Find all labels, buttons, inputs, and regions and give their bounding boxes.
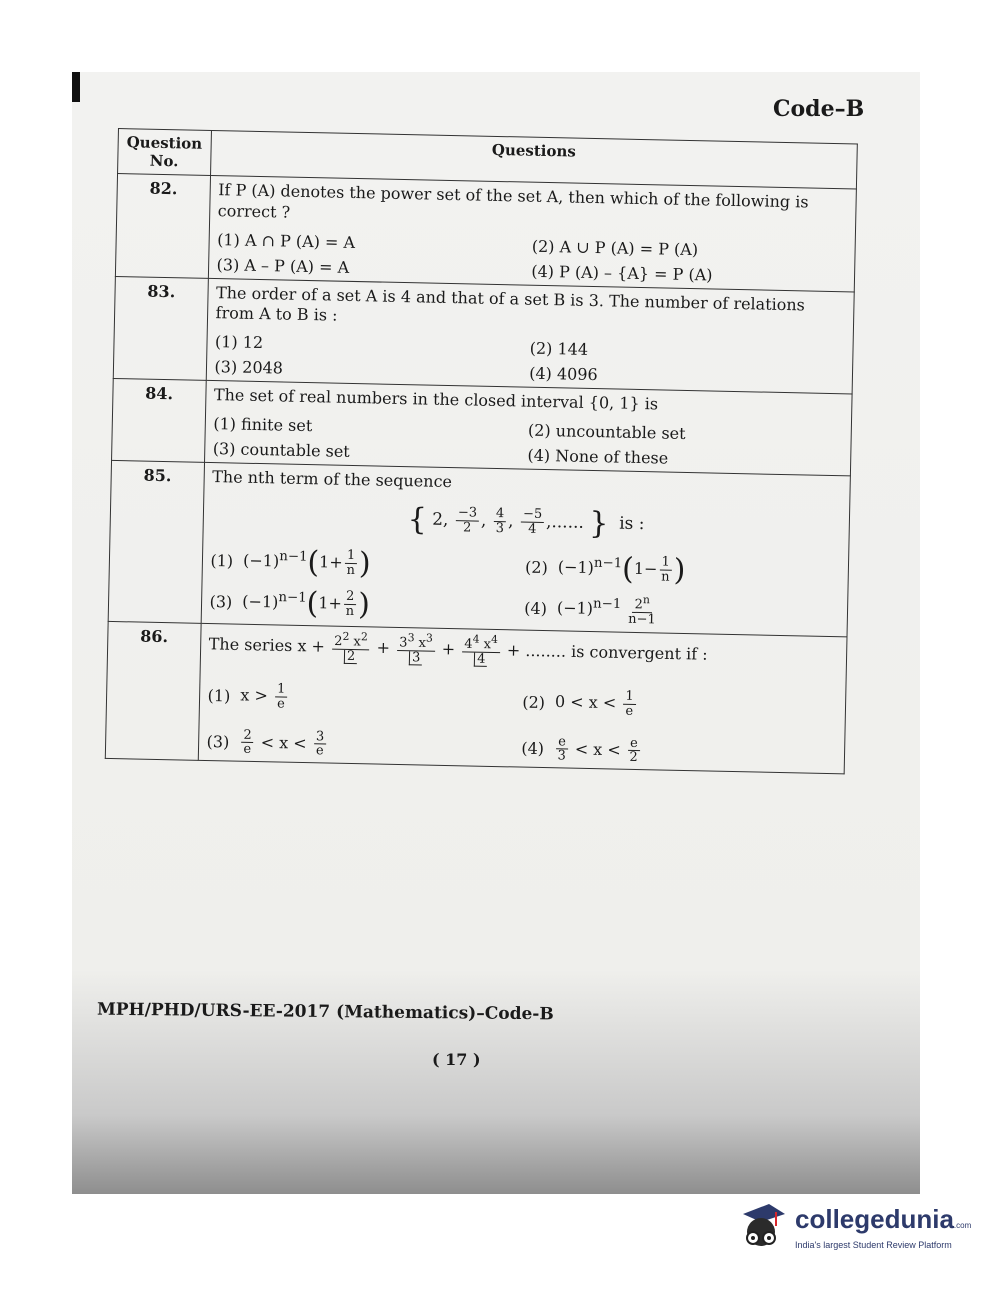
question-cell xyxy=(206,278,855,394)
page-number: ( 17 ) xyxy=(432,1050,481,1069)
option-2: (2) uncountable set xyxy=(527,420,686,443)
table-row xyxy=(108,460,850,636)
series-formula: The series x + $\frac{2^2 x^2}{2}$ + $\frac{3^3 x^3}{3}$ + $\frac{4^4 x^4}{4}$ + ........ is convergent if : xyxy=(208,629,708,667)
option-1: (1) x > $\frac{1}{e}$ xyxy=(207,681,286,712)
table-row xyxy=(115,174,856,292)
option-label: (3) xyxy=(206,732,230,752)
question-stem: If P (A) denotes the power set of the set A, then which of the following is correct ? xyxy=(217,180,809,222)
logo-wordmark xyxy=(795,1204,971,1235)
question-cell xyxy=(204,381,852,476)
paper-code: Code–B xyxy=(773,96,865,122)
option-4: (4) $\frac{e}{3}$ < x < $\frac{e}{2}$ xyxy=(521,734,638,766)
mascot-icon xyxy=(735,1200,791,1258)
option-4: (4) P (A) – {A} = P (A) xyxy=(531,261,713,285)
paper-footer: MPH/PHD/URS-EE-2017 (Mathematics)–Code-B xyxy=(96,999,554,1025)
question-cell xyxy=(198,623,847,774)
question-number: 86. xyxy=(105,621,200,760)
questions-header: Questions xyxy=(210,130,857,189)
question-cell xyxy=(201,462,851,636)
scan-edge xyxy=(72,72,80,102)
option-1: (1) finite set xyxy=(213,414,313,436)
table-row xyxy=(113,276,854,394)
option-label: (2) xyxy=(524,557,549,577)
collegedunia-logo xyxy=(735,1200,972,1260)
question-cell xyxy=(208,175,857,291)
question-number: 85. xyxy=(108,460,204,623)
questions-table xyxy=(105,128,858,774)
option-label: (1) xyxy=(207,686,231,706)
table-row xyxy=(105,621,847,774)
question-stem: The order of a set A is 4 and that of a set B is 3. The number of relations from A to B is : xyxy=(215,282,806,326)
stem-tail: is : xyxy=(618,513,645,534)
question-number: 84. xyxy=(112,379,206,463)
sequence-formula: { 2, $\frac{-3}{2}$ , $\frac{4}{3}$ , $\frac{-5}{4}$ ,...... } is : xyxy=(407,501,645,542)
option-3: (3) A – P (A) = A xyxy=(216,254,350,277)
option-2: (2) A ∪ P (A) = P (A) xyxy=(531,236,699,259)
option-3: (3) $\frac{2}{e}$ < x < $\frac{3}{e}$ xyxy=(206,727,325,759)
option-1: (1) $(-1)^{n-1}(1+$ $\frac{1}{n}$ ) xyxy=(210,544,372,582)
option-label: (1) xyxy=(210,550,234,571)
option-2: (2) 0 < x < $\frac{1}{e}$ xyxy=(522,689,634,719)
option-label: (4) xyxy=(521,738,545,759)
question-stem: The series x + xyxy=(208,634,326,656)
option-3: (3) $(-1)^{n-1}(1+$ $\frac{2}{n}$ ) xyxy=(209,585,371,623)
logo-name: collegedunia xyxy=(795,1204,954,1234)
question-stem: The nth term of the sequence xyxy=(212,467,453,492)
option-2: (2) 144 xyxy=(529,338,589,360)
stem-tail: + ........ is convergent if : xyxy=(506,640,708,664)
option-4: (4) $(-1)^{n-1}$ $\frac{2^n}{n-1}$ xyxy=(524,593,656,628)
question-number: 82. xyxy=(115,174,210,279)
logo-tagline: India's largest Student Review Platform xyxy=(795,1240,952,1250)
option-label: (2) xyxy=(522,692,546,713)
option-3: (3) 2048 xyxy=(214,357,284,378)
option-4: (4) None of these xyxy=(527,445,669,468)
option-2: (2) $(-1)^{n-1}(1-$ $\frac{1}{n}$ ) xyxy=(524,551,686,588)
question-stem: The set of real numbers in the closed interval {0, 1} is xyxy=(213,385,659,414)
option-1: (1) 12 xyxy=(214,332,264,353)
option-label: (4) xyxy=(524,598,548,618)
question-number: 83. xyxy=(113,276,208,381)
option-4: (4) 4096 xyxy=(529,363,598,385)
option-3: (3) countable set xyxy=(212,439,350,461)
option-label: (3) xyxy=(209,591,233,612)
option-1: (1) A ∩ P (A) = A xyxy=(216,229,356,252)
logo-suffix: .com xyxy=(953,1221,972,1230)
question-no-header: Question No. xyxy=(118,129,211,176)
table-row xyxy=(112,379,853,476)
